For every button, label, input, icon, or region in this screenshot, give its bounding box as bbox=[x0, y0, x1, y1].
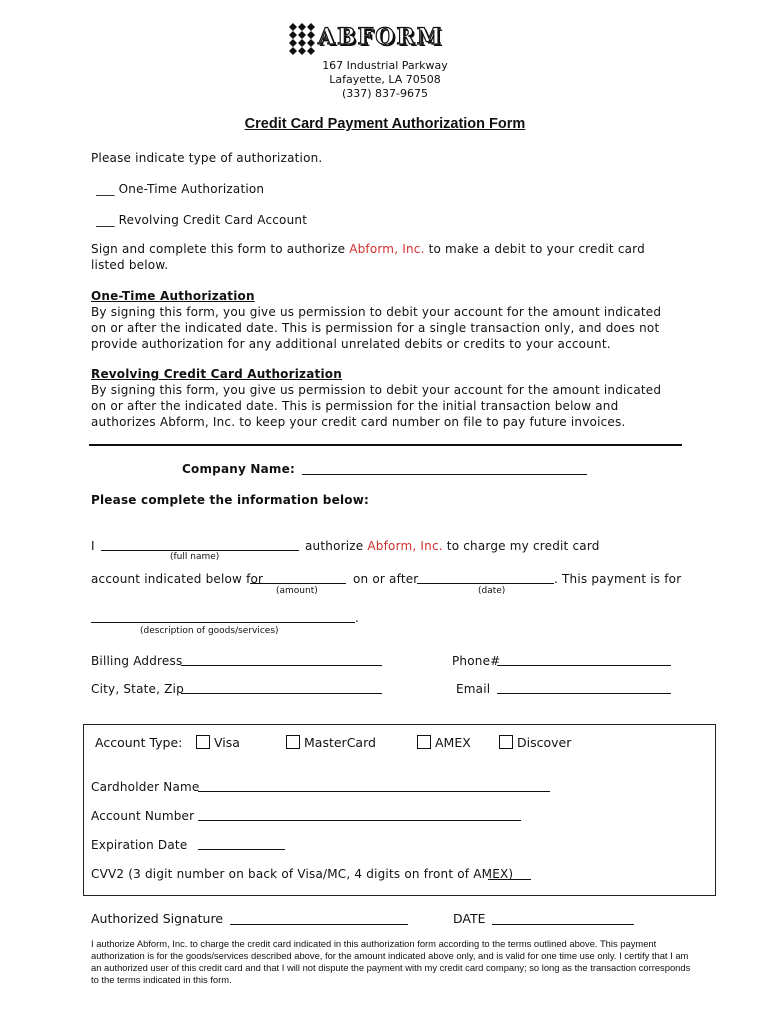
visa-label: Visa bbox=[214, 735, 240, 750]
account-number-label: Account Number bbox=[91, 809, 195, 823]
abform-logo-diamonds-icon bbox=[289, 23, 317, 55]
authorize-text: authorize bbox=[305, 539, 364, 553]
authorize-company: Abform, Inc. bbox=[367, 539, 443, 553]
authorize-sentence bbox=[305, 539, 600, 553]
payment-for-text: . This payment is for bbox=[554, 572, 682, 586]
expiration-date-field[interactable] bbox=[198, 849, 285, 850]
billing-address-label: Billing Address bbox=[91, 654, 183, 668]
option-revolving-blank[interactable]: ___ bbox=[96, 213, 115, 227]
expiration-date-label: Expiration Date bbox=[91, 838, 188, 852]
signature-field[interactable] bbox=[230, 924, 408, 925]
charge-text: to charge my credit card bbox=[446, 539, 600, 553]
date-field[interactable] bbox=[417, 583, 554, 584]
onetime-heading: One-Time Authorization bbox=[91, 289, 255, 303]
amount-caption: (amount) bbox=[276, 586, 318, 596]
i-label: I bbox=[91, 539, 95, 553]
sign-instruction-post: to make a debit to your credit card bbox=[428, 242, 645, 256]
account-type-label: Account Type: bbox=[95, 735, 183, 750]
visa-checkbox[interactable] bbox=[196, 735, 210, 749]
full-name-field[interactable] bbox=[101, 550, 299, 551]
authorized-signature-label: Authorized Signature bbox=[91, 911, 224, 926]
phone-label: Phone# bbox=[452, 654, 501, 668]
option-revolving-label: Revolving Credit Card Account bbox=[118, 213, 308, 227]
account-number-field[interactable] bbox=[198, 820, 521, 821]
email-field[interactable] bbox=[497, 693, 671, 694]
cvv-field[interactable] bbox=[488, 879, 531, 880]
amex-label: AMEX bbox=[435, 735, 471, 750]
mastercard-checkbox[interactable] bbox=[286, 735, 300, 749]
sign-instruction bbox=[91, 242, 645, 256]
signature-date-field[interactable] bbox=[492, 924, 634, 925]
email-label: Email bbox=[456, 682, 491, 696]
option-onetime-label: One-Time Authorization bbox=[118, 182, 265, 196]
company-name-label: Company Name: bbox=[182, 462, 295, 476]
account-indicated-text: account indicated below for bbox=[91, 572, 264, 586]
billing-address-field[interactable] bbox=[181, 665, 382, 666]
option-onetime-blank[interactable]: ___ bbox=[96, 182, 115, 196]
abform-logo-text: ABFORM bbox=[318, 24, 444, 50]
description-caption: (description of goods/services) bbox=[140, 626, 279, 636]
onetime-text-2: on or after the indicated date. This is permission for a single transaction only, and does not bbox=[91, 321, 660, 335]
sign-instruction-line2: listed below. bbox=[91, 258, 169, 272]
date-label: DATE bbox=[453, 911, 486, 926]
revolving-heading: Revolving Credit Card Authorization bbox=[91, 367, 342, 381]
cardholder-name-label: Cardholder Name bbox=[91, 780, 200, 794]
full-name-caption: (full name) bbox=[170, 552, 220, 562]
cardholder-name-field[interactable] bbox=[198, 791, 550, 792]
onetime-text-3: provide authorization for any additional unrelated debits or credits to your account. bbox=[91, 337, 611, 351]
mastercard-label: MasterCard bbox=[304, 735, 376, 750]
sign-instruction-pre: Sign and complete this form to authorize bbox=[91, 242, 346, 256]
company-name-field[interactable] bbox=[302, 474, 587, 475]
description-period: . bbox=[355, 611, 360, 625]
revolving-text-3: authorizes Abform, Inc. to keep your credit card number on file to pay future invoices. bbox=[91, 415, 626, 429]
section-divider bbox=[89, 444, 682, 446]
address-line-2: Lafayette, LA 70508 bbox=[329, 73, 441, 86]
phone-field[interactable] bbox=[497, 665, 671, 666]
cvv-label: CVV2 (3 digit number on back of Visa/MC, 4 digits on front of AMEX) bbox=[91, 867, 514, 881]
revolving-text-1: By signing this form, you give us permission to debit your account for the amount indicated bbox=[91, 383, 662, 397]
sign-instruction-company: Abform, Inc. bbox=[349, 242, 425, 256]
fine-print: I authorize Abform, Inc. to charge the credit card indicated in this authorization form according to the terms outlined above. This payment authorization is for the goods/services described above, for the amount indicated above only, and is valid for one time use only. I certify that I am an authorized user of this credit card and that I will not dispute the payment with my credit card company; so long as the transaction corresponds to the terms indicated in this form. bbox=[91, 938, 691, 985]
amount-field[interactable] bbox=[250, 583, 346, 584]
discover-label: Discover bbox=[517, 735, 572, 750]
discover-checkbox[interactable] bbox=[499, 735, 513, 749]
date-caption: (date) bbox=[478, 586, 506, 596]
company-phone: (337) 837-9675 bbox=[341, 87, 429, 100]
address-line-1: 167 Industrial Parkway bbox=[322, 59, 448, 72]
city-state-zip-label: City, State, Zip bbox=[91, 682, 184, 696]
page-title: Credit Card Payment Authorization Form bbox=[244, 116, 526, 132]
description-field[interactable] bbox=[91, 622, 355, 623]
option-revolving[interactable] bbox=[96, 213, 307, 227]
complete-info-label: Please complete the information below: bbox=[91, 493, 369, 507]
revolving-text-2: on or after the indicated date. This is permission for the initial transaction below and bbox=[91, 399, 619, 413]
onetime-text-1: By signing this form, you give us permission to debit your account for the amount indicated bbox=[91, 305, 662, 319]
option-onetime[interactable] bbox=[96, 182, 264, 196]
city-state-zip-field[interactable] bbox=[181, 693, 382, 694]
amex-checkbox[interactable] bbox=[417, 735, 431, 749]
on-or-after-text: on or after bbox=[353, 572, 419, 586]
authorization-type-prompt: Please indicate type of authorization. bbox=[91, 151, 323, 165]
